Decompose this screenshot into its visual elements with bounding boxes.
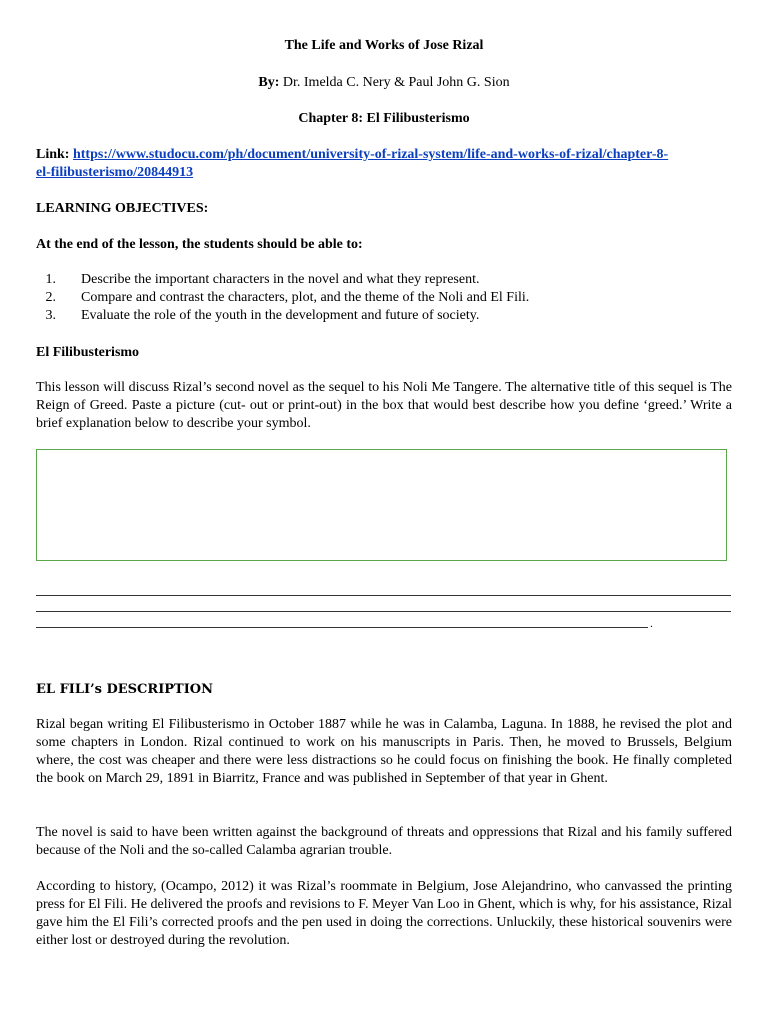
objectives-heading: LEARNING OBJECTIVES: <box>36 201 209 216</box>
document-link[interactable]: https://www.studocu.com/ph/document/university-of-rizal-system/life-and-works-of-rizal/chapter-8- <box>72 147 669 162</box>
document-link-continued[interactable]: el-filibusterismo/20844913 <box>36 165 194 180</box>
authors-line <box>0 74 768 92</box>
link-label: Link: <box>36 147 70 162</box>
list-item <box>36 271 732 289</box>
objectives-intro: At the end of the lesson, the students should be able to: <box>36 237 363 252</box>
link-block <box>36 146 736 182</box>
description-paragraph-3: According to history, (Ocampo, 2012) it was Rizal’s roommate in Belgium, Jose Alejandrino, who canvassed the printing press for El Fili. He delivered the proofs and revisions to F. Meyer Van Loo in Ghent, which is why, for his assistance, Rizal gave him the El Fili’s corrected proofs and the pen used in doing the corrections. Unluckily, these historical souvenirs were either lost or destroyed during the revolution. <box>36 879 732 948</box>
list-item <box>36 307 732 325</box>
chapter-heading: Chapter 8: El Filibusterismo <box>298 111 470 126</box>
list-text: Evaluate the role of the youth in the development and future of society. <box>81 308 480 323</box>
section-heading-description: EL FILI’s DESCRIPTION <box>36 682 214 697</box>
list-text: Describe the important characters in the novel and what they represent. <box>81 272 480 287</box>
list-number: 1. <box>45 272 56 287</box>
description-paragraph-1: Rizal began writing El Filibusterismo in October 1887 while he was in Calamba, Laguna. In 1888, he revised the plot and some chapters in London. Rizal continued to work on his manuscripts in Paris. Then, he moved to Brussels, Belgium where, the cost was cheaper and there were less distractions so he could focus on finishing the book. He finally completed the book on March 29, 1891 in Biarritz, France and was published in September of that year in Ghent. <box>36 717 732 786</box>
objectives-list <box>36 271 732 325</box>
list-item <box>36 289 732 307</box>
answer-line-1[interactable] <box>36 595 731 596</box>
answer-end-mark: . <box>650 616 653 630</box>
list-number: 2. <box>45 290 56 305</box>
picture-box[interactable] <box>36 449 727 561</box>
section-heading-el-filibusterismo: El Filibusterismo <box>36 345 140 360</box>
by-label: By: <box>258 75 280 90</box>
description-paragraph-2: The novel is said to have been written against the background of threats and oppressions that Rizal and his family suffered because of the Noli and the so-called Calamba agrarian trouble. <box>36 825 732 858</box>
lesson-paragraph: This lesson will discuss Rizal’s second novel as the sequel to his Noli Me Tangere. The alternative title of this sequel is The Reign of Greed. Paste a picture (cut- out or print-out) in the box that would best describe how you define ‘greed.’ Write a brief explanation below to describe your symbol. <box>36 380 732 431</box>
document-title: The Life and Works of Jose Rizal <box>284 38 484 53</box>
authors: Dr. Imelda C. Nery & Paul John G. Sion <box>279 75 510 90</box>
answer-line-3[interactable] <box>36 627 648 628</box>
answer-line-2[interactable] <box>36 611 731 612</box>
list-text: Compare and contrast the characters, plot, and the theme of the Noli and El Fili. <box>81 290 530 305</box>
list-number: 3. <box>45 308 56 323</box>
